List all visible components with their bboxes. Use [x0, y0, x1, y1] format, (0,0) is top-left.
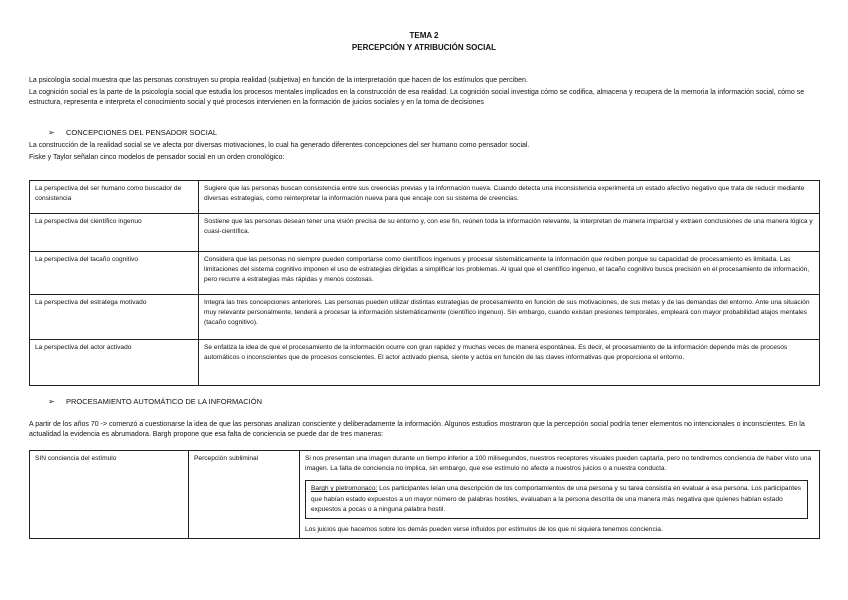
pensador-social-table: [29, 180, 820, 386]
topic-number: TEMA 2: [409, 31, 439, 40]
explanation-text-2: Los juicios que hacemos sobre los demás pueden verse influidos por estímulos de los que ni siquiera tenemos conciencia.: [305, 526, 663, 534]
arrow-bullet-icon: ➢: [48, 128, 55, 137]
table-row: [30, 340, 820, 386]
section-heading-text: CONCEPCIONES DEL PENSADOR SOCIAL: [66, 128, 218, 137]
perspective-description: Sostiene que las personas desean tener una visión precisa de su entorno y, con ese fin, reúnen toda la información relevante, la interpretan de manera imparcial y extraen conclusiones de una manera lógica y cuasi-científica.: [199, 214, 820, 252]
table-row: [30, 214, 820, 252]
document-title: [0, 30, 848, 54]
perspective-name: La perspectiva del tacaño cognitivo: [30, 252, 199, 295]
section-heading-pensador-social: [48, 127, 217, 139]
intro-paragraph-2: La cognición social es la parte de la psicología social que estudia los procesos mentales implicados en la construcción de esa realidad. La cognición social investiga cómo se codifica, almacena y recupera de la memoria la información social, cómo se estructura, representa e interpreta el conocimiento social y qué procesos intervienen en la formación de juicios sociales y en la toma de decisiones: [29, 89, 805, 107]
section-heading-text: PROCESAMIENTO AUTOMÁTICO DE LA INFORMACIÓN: [66, 397, 262, 406]
awareness-type: SIN conciencia del estímulo: [30, 451, 189, 539]
section1-paragraph-2: Fiske y Taylor señalan cinco modelos de pensador social en un orden cronológico:: [29, 154, 285, 161]
perspective-name: La perspectiva del ser humano como buscador de consistencia: [30, 181, 199, 214]
intro-paragraph-1: La psicología social muestra que las personas construyen su propia realidad (subjetiva) en función de la interpretación que hacen de los estímulos que perciben.: [29, 77, 528, 84]
section1-paragraph-1: La construcción de la realidad social se ve afecta por diversas motivaciones, lo cual ha generado diferentes concepciones del ser humano como pensador social.: [29, 142, 530, 149]
perspective-name: La perspectiva del estratega motivado: [30, 295, 199, 340]
table-row: [30, 295, 820, 340]
process-type: Percepción subliminal: [189, 451, 300, 539]
table-row: [30, 181, 820, 214]
process-explanation: [300, 451, 820, 539]
perspective-name: La perspectiva del científico ingenuo: [30, 214, 199, 252]
perspective-name: La perspectiva del actor activado: [30, 340, 199, 386]
study-authors: Bargh y pietromonaco:: [311, 485, 378, 493]
table-row: [30, 252, 820, 295]
perspective-description: Considera que las personas no siempre pueden comportarse como científicos ingenuos y procesar sistemáticamente la información que reciben porque su capacidad de procesamiento es limitada. Las limitaciones del sistema cognitivo imponen el uso de estrategias dirigidas a simplificar los problemas. Al igual que el científico ingenuo, el tacaño cognitivo busca precisión en el procesamiento de información, pero recurre a estrategias más rápidas y menos costosas.: [199, 252, 820, 295]
procesamiento-table: [29, 450, 820, 539]
section-heading-procesamiento: [48, 396, 262, 408]
study-description: Los participantes leían una descripción de los comportamientos de una persona y su tarea consistía en evaluar a esa persona. Los participantes que habían estado expuestos a un mayor número de palabras hostiles, evaluaban a la persona descrita de una manera más negativa que quienes habían estado expuestos a pocas o a ninguna palabra hostil.: [311, 485, 802, 513]
arrow-bullet-icon: ➢: [48, 397, 55, 406]
topic-title: PERCEPCIÓN Y ATRIBUCIÓN SOCIAL: [351, 43, 497, 52]
explanation-text-1: Si nos presentan una imagen durante un tiempo inferior a 100 milisegundos, nuestros receptores visuales pueden captarla, pero no tendremos conciencia de haber visto una imagen. La falta de conciencia no implica, sin embargo, que ese estímulo no afecte a nuestros juicios o a nuestra conducta.: [305, 455, 812, 473]
section2-paragraph: A partir de los años 70 -> comenzó a cuestionarse la idea de que las personas analizan consciente y deliberadamente la información. Algunos estudios mostraron que la percepción social podría tener elementos no intencionales o inconscientes. En la actualidad la evidencia es abrumadora. Bargh propone que esa falta de conciencia se puede dar de tres maneras:: [29, 421, 805, 439]
perspective-description: Sugiere que las personas buscan consistencia entre sus creencias previas y la información nueva. Cuando detecta una inconsistencia experimenta un estado afectivo negativo que trata de reducir mediante diversas estrategias, como reinterpretar la información nueva para que encaje con su sistema de creencias.: [199, 181, 820, 214]
perspective-description: Integra las tres concepciones anteriores. Las personas pueden utilizar distintas estrategias de procesamiento en función de sus motivaciones, de sus metas y de las demandas del entorno. Ante una situación muy relevante personalmente, tenderá a procesar la información sistemáticamente (científico ingenuo). Sin embargo, cuando existan presiones temporales, empleará con mayor probabilidad atajos mentales (tacaño cognitivo).: [199, 295, 820, 340]
perspective-description: Se enfatiza la idea de que el procesamiento de la información ocurre con gran rapidez y muchas veces de manera espontánea. Es decir, el procesamiento de la información depende más de procesos automáticos o inconscientes que de procesos conscientes. El actor activado piensa, siente y actúa en función de las claves informativas que proporciona el entorno.: [199, 340, 820, 386]
study-box: [305, 480, 808, 519]
table-row: [30, 451, 820, 539]
